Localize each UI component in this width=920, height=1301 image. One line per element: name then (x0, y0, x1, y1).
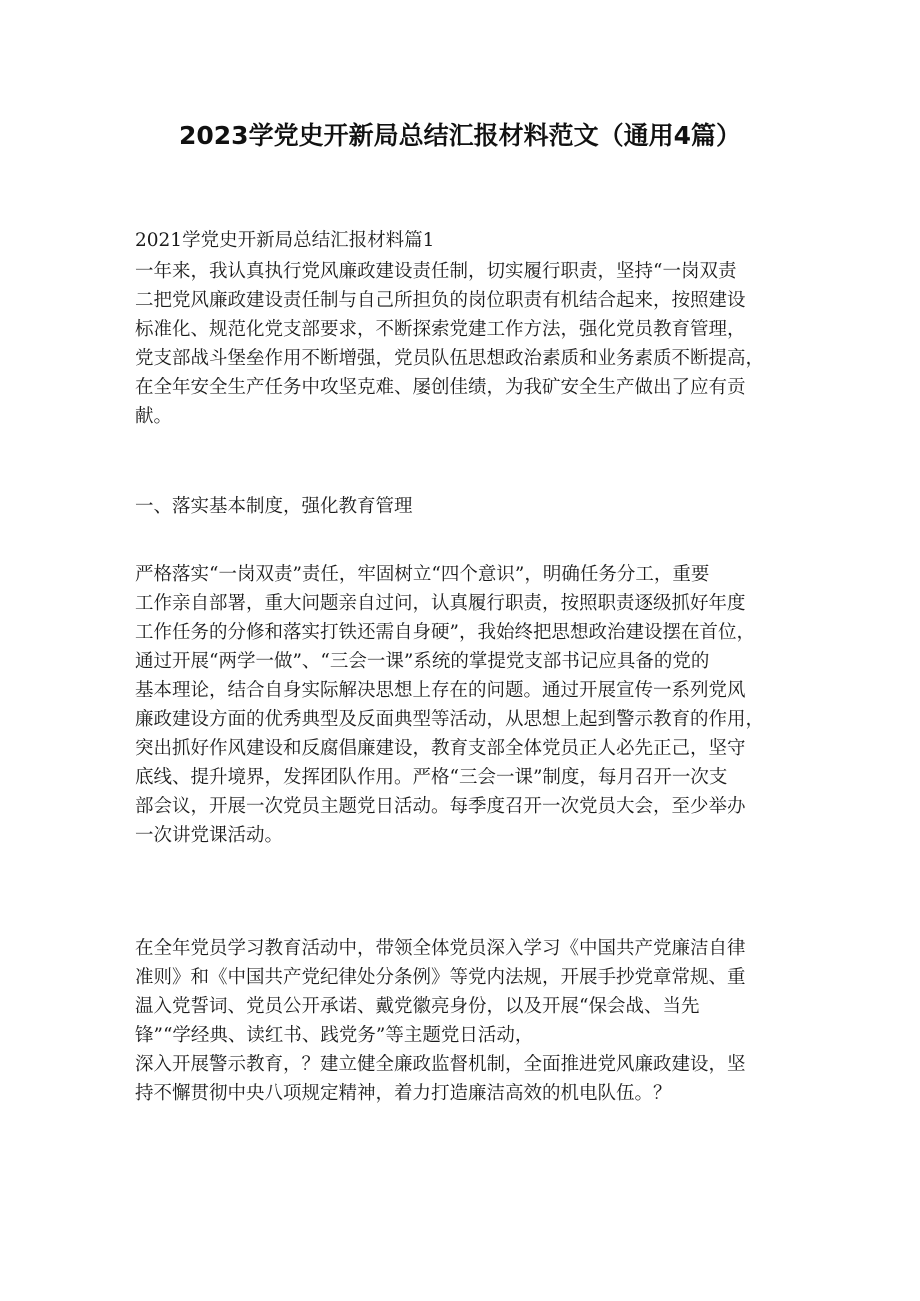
document-title: 2023学党史开新局总结汇报材料范文（通用4篇） (179, 121, 741, 150)
paragraph-line: 基本理论，结合自身实际解决思想上存在的问题。通过开展宣传一系列党风 (135, 680, 746, 701)
paragraph-line: 通过开展“两学一做”、“三会一课”系统的掌提党支部书记应具备的党的 (135, 651, 710, 672)
paragraph-2 (135, 560, 795, 850)
paragraph-line: 献。 (135, 406, 173, 427)
paragraph-line: 深入开展警示教育，？建立健全廉政监督机制，全面推进党风廉政建设，坚 (135, 1054, 746, 1075)
paragraph-line: 二把党风廉政建设责任制与自己所担负的岗位职责有机结合起来，按照建设 (135, 290, 746, 311)
paragraph-1 (135, 257, 795, 431)
paragraph-line: 温入党誓词、党员公开承诺、戴党徽亮身份，以及开展“保会战、当先 (135, 996, 700, 1017)
paragraph-line: 在全年党员学习教育活动中，带领全体党员深入学习《中国共产党廉洁自律 (135, 938, 746, 959)
paragraph-line: 锋”“学经典、读红书、践党务”等主题党日活动， (135, 1025, 534, 1046)
paragraph-line: 严格落实“一岗双责”责任，牢固树立“四个意识”，明确任务分工，重要 (135, 564, 710, 585)
paragraph-line: 在全年安全生产任务中攻坚克难、屡创佳绩，为我矿安全生产做出了应有贡 (135, 377, 746, 398)
paragraph-line: 标准化、规范化党支部要求，不断探索党建工作方法，强化党员教育管理， (135, 319, 746, 340)
paragraph-line: 工作亲自部署，重大问题亲自过问，认真履行职责，按照职责逐级抓好年度 (135, 593, 746, 614)
paragraph-line: 部会议，开展一次党员主题党日活动。每季度召开一次党员大会，至少举办 (135, 796, 746, 817)
paragraph-3 (135, 934, 795, 1108)
paragraph-line: 工作任务的分修和落实打铁还需自身硬”，我始终把思想政治建设摆在首位， (135, 622, 755, 643)
section-heading-1: 一、落实基本制度，强化教育管理 (135, 496, 413, 517)
paragraph-line: 突出抓好作风建设和反腐倡廉建设，教育支部全体党员正人必先正己，坚守 (135, 738, 746, 759)
paragraph-line: 党支部战斗堡垒作用不断增强，党员队伍思想政治素质和业务素质不断提高， (135, 348, 765, 369)
paragraph-line: 准则》和《中国共产党纪律处分条例》等党内法规，开展手抄党章常规、重 (135, 967, 746, 988)
paragraph-line: 廉政建设方面的优秀典型及反面典型等活动，从思想上起到警示教育的作用， (135, 709, 765, 730)
section-subtitle: 2021学党史开新局总结汇报材料篇1 (135, 230, 435, 251)
paragraph-line: 一年来，我认真执行党风廉政建设责任制，切实履行职责，坚持“一岗双责 (135, 261, 737, 282)
paragraph-line: 底线、提升境界，发挥团队作用。严格“三会一课”制度，每月召开一次支 (135, 767, 728, 788)
paragraph-line: 一次讲党课活动。 (135, 825, 284, 846)
paragraph-line: 持不懈贯彻中央八项规定精神，着力打造廉洁高效的机电队伍。？ (135, 1083, 672, 1104)
